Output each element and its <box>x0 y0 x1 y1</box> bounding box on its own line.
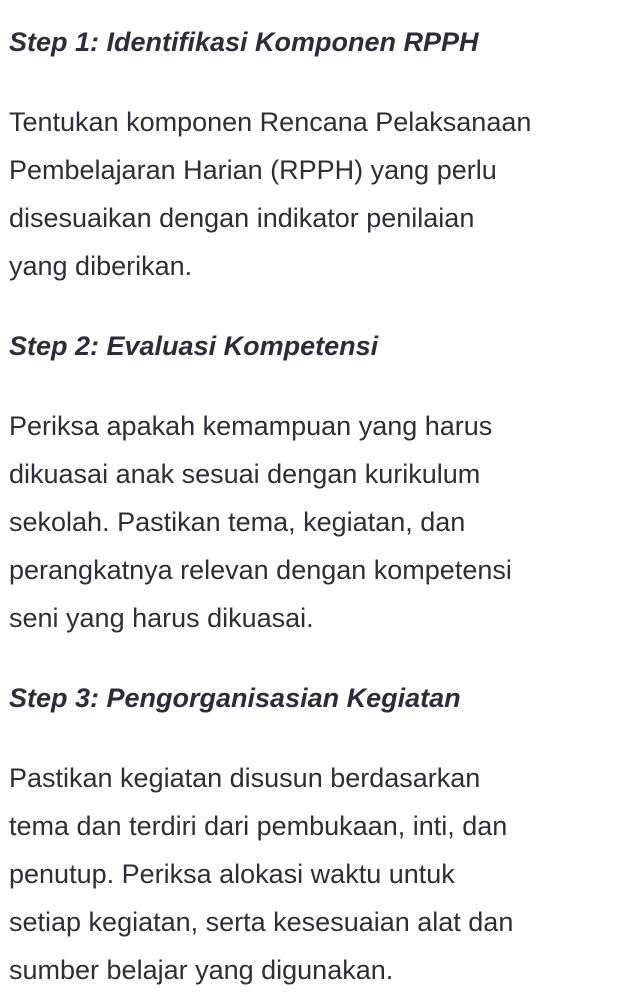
step-2-heading: Step 2: Evaluasi Kompetensi <box>9 331 379 361</box>
step-1-line: Tentukan komponen Rencana Pelaksanaan <box>9 107 532 137</box>
step-3-line: sumber belajar yang digunakan. <box>9 955 394 985</box>
step-2-body <box>9 402 638 642</box>
step-2-line: sekolah. Pastikan tema, kegiatan, dan <box>9 507 466 537</box>
step-3-line: Pastikan kegiatan disusun berdasarkan <box>9 763 481 793</box>
step-2-line: perangkatnya relevan dengan kompetensi <box>9 555 512 585</box>
spacer <box>9 642 638 674</box>
step-1-line: Pembelajaran Harian (RPPH) yang perlu <box>9 155 497 185</box>
step-2-line: seni yang harus dikuasai. <box>9 603 314 633</box>
step-1-line: yang diberikan. <box>9 251 193 281</box>
step-3-heading: Step 3: Pengorganisasian Kegiatan <box>9 683 461 713</box>
step-3-body <box>9 754 638 994</box>
spacer <box>9 370 638 402</box>
spacer <box>9 722 638 754</box>
step-3-line: tema dan terdiri dari pembukaan, inti, dan <box>9 811 508 841</box>
step-2-line: Periksa apakah kemampuan yang harus <box>9 411 493 441</box>
spacer <box>9 290 638 322</box>
step-1-heading: Step 1: Identifikasi Komponen RPPH <box>9 27 479 57</box>
step-3-line: penutup. Periksa alokasi waktu untuk <box>9 859 455 889</box>
step-1-line: disesuaikan dengan indikator penilaian <box>9 203 475 233</box>
document-content <box>9 18 638 994</box>
step-2-line: dikuasai anak sesuai dengan kurikulum <box>9 459 481 489</box>
step-1-body <box>9 98 638 290</box>
step-3-line: setiap kegiatan, serta kesesuaian alat dan <box>9 907 514 937</box>
spacer <box>9 66 638 98</box>
